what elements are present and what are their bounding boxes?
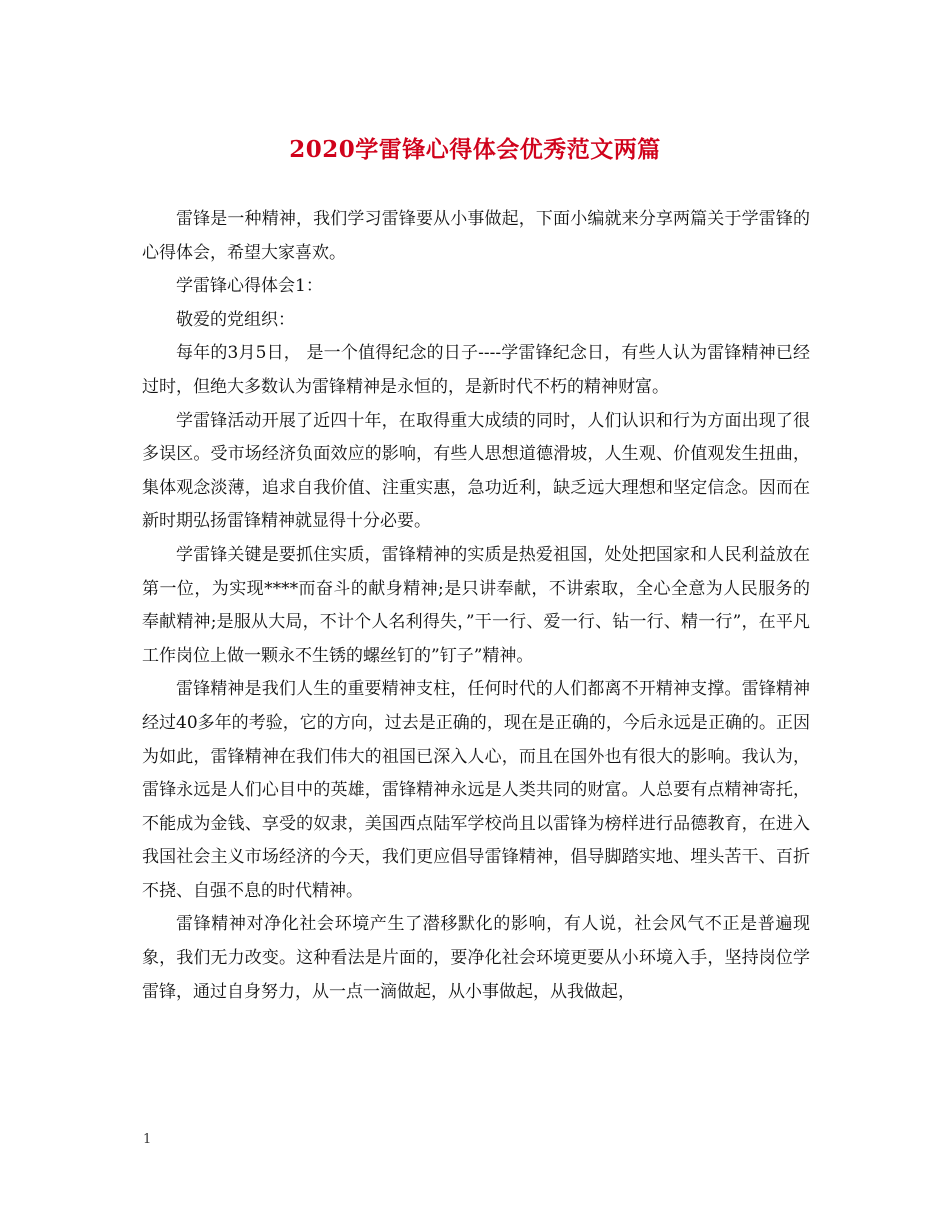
paragraph-section-heading: 学雷锋心得体会1：	[176, 276, 323, 297]
paragraph: 雷锋精神对净化社会环境产生了潜移默化的影响，有人说，社会风气不正是普遍现 象，我们无力改变。这种看法是片面的，要净化社会环境更要从小环境入手，坚持岗位学雷锋，通过自身努力，从一点一滴做起，从小事做起，从我做起，	[142, 914, 810, 1002]
paragraph: 学雷锋活动开展了近四十年，在取得重大成绩的同时，人们认识和行为方面出现了很多误区。受市场经济负面效应的影响，有些人思想道德滑坡，人生观、价值观发生扭曲，集体观念淡薄，追求自我价值、注重实惠，急功近利，缺乏远大理想和坚定信念。因而在新时期弘扬雷锋精神就显得十分必要。	[142, 410, 810, 532]
paragraph-salutation: 敬爱的党组织：	[176, 309, 295, 330]
paragraph: 雷锋精神是我们人生的重要精神支柱，任何时代的人们都离不开精神支撑。雷锋精神经过40多年的考验，它的方向，过去是正确的，现在是正确的，今后永远是正确的。正因为如此，雷锋精神在我们伟大的祖国已深入人心，而且在国外也有很大的影响。我认为，雷锋永远是人们心目中的英雄，雷锋精神永远是人类共同的财富。人总要有点精神寄托，不能成为金钱、享受的奴隶，美国西点陆军学校尚且以雷锋为榜样进行品德教育，在进入我国社会主义市场经济的今天，我们更应倡导雷锋精神，倡导脚踏实地、埋头苦干、百折不挠、自强不息的时代精神。	[142, 679, 810, 901]
paragraph-intro: 雷锋是一种精神，我们学习雷锋要从小事做起，下面小编就来分享两篇关于学雷锋的心得体会，希望大家喜欢。	[142, 209, 810, 263]
document-body	[142, 203, 810, 1009]
page-number: 1	[143, 1132, 152, 1147]
paragraph: 每年的3月5日， 是一个值得纪念的日子----学雷锋纪念日，有些人认为雷锋精神已经过时，但绝大多数认为雷锋精神是永恒的，是新时代不朽的精神财富。	[142, 343, 810, 397]
document-title: 2020学雷锋心得体会优秀范文两篇	[289, 136, 661, 163]
paragraph: 学雷锋关键是要抓住实质，雷锋精神的实质是热爱祖国，处处把国家和人民利益放在第一位，为实现****而奋斗的献身精神;是只讲奉献，不讲索取，全心全意为人民服务的奉献精神;是服从大局，不计个人名利得失，”干一行、爱一行、钻一行、精一行”，在平凡工作岗位上做一颗永不生锈的螺丝钉的”钉子”精神。	[142, 544, 810, 666]
